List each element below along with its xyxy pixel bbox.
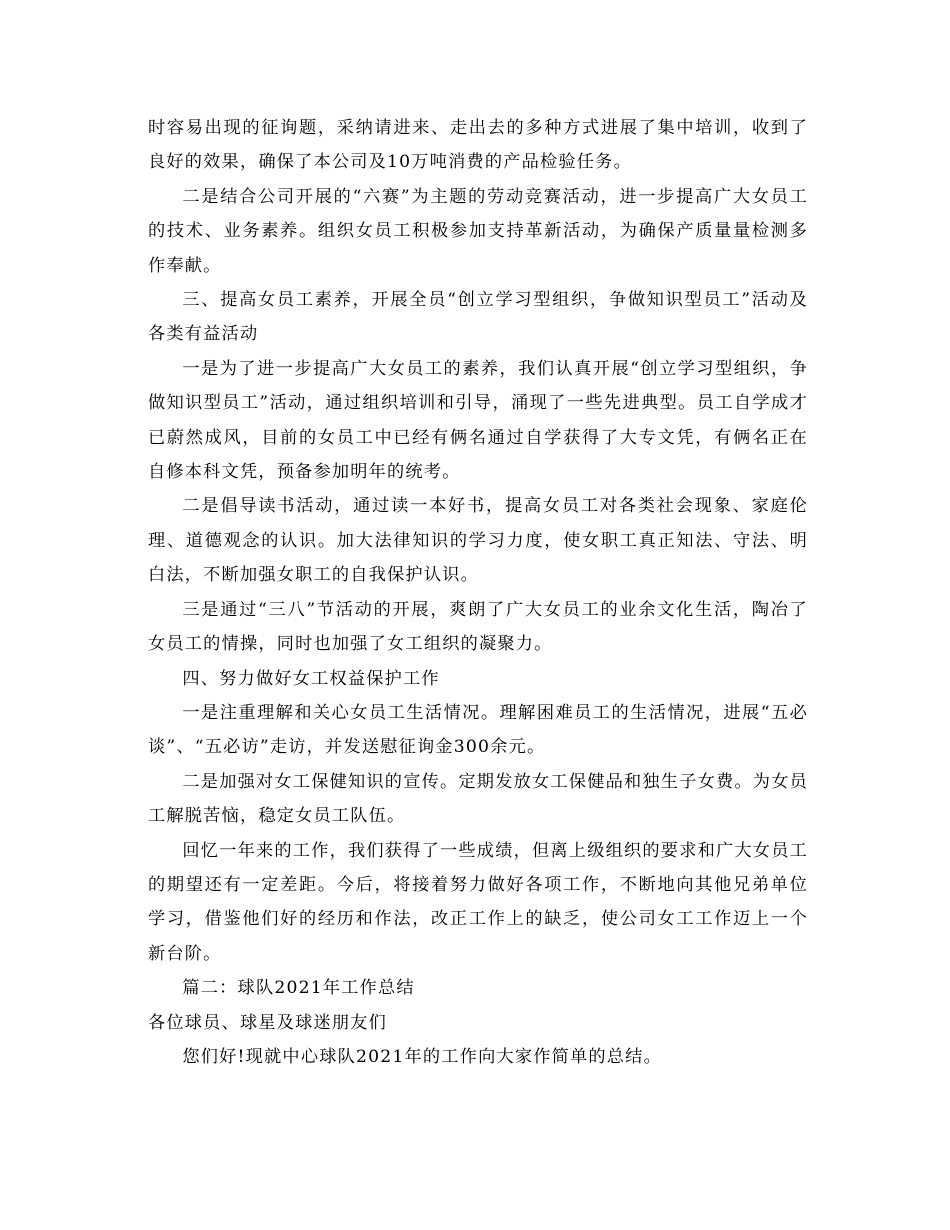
paragraph-continuation: 时容易出现的征询题，采纳请进来、走出去的多种方式进展了集中培训，收到了良好的效果，确保了本公司及10万吨消费的产品检验任务。 (148, 118, 808, 173)
document-body (148, 111, 808, 1074)
paragraph: 三是通过“三八”节活动的开展，爽朗了广大女员工的业余文化生活，陶冶了女员工的情操，同时也加强了女工组织的凝聚力。 (148, 599, 808, 655)
section-heading: 四、努力做好女工权益保护工作 (182, 668, 440, 689)
paragraph: 回忆一年来的工作，我们获得了一些成绩，但离上级组织的要求和广大女员工的期望还有一定差距。今后，将接着努力做好各项工作，不断地向其他兄弟单位学习，借鉴他们好的经历和作法，改正工作上的缺乏，使公司女工工作迈上一个新台阶。 (148, 840, 808, 964)
salutation: 各位球员、球星及球迷朋友们 (148, 1012, 388, 1033)
paragraph: 您们好!现就中心球队2021年的工作向大家作简单的总结。 (182, 1046, 662, 1067)
paragraph: 二是倡导读书活动，通过读一本好书，提高女员工对各类社会现象、家庭伦理、道德观念的认识。加大法律知识的学习力度，使女职工真正知法、守法、明白法，不断加强女职工的自我保护认识。 (148, 496, 808, 586)
paragraph: 二是结合公司开展的“六赛”为主题的劳动竞赛活动，进一步提高广大女员工的技术、业务素养。组织女员工积极参加支持革新活动，为确保产质量量检测多作奉献。 (148, 186, 808, 276)
paragraph: 一是注重理解和关心女员工生活情况。理解困难员工的生活情况，进展“五必谈”、“五必访”走访，并发送慰征询金300余元。 (148, 702, 808, 758)
chapter-title: 篇二：球队2021年工作总结 (182, 978, 415, 999)
paragraph: 一是为了进一步提高广大女员工的素养，我们认真开展“创立学习型组织，争做知识型员工”活动，通过组织培训和引导，涌现了一些先进典型。员工自学成才已蔚然成风，目前的女员工中已经有俩名通过自学获得了大专文凭，有俩名正在自修本科文凭，预备参加明年的统考。 (148, 358, 808, 483)
section-heading: 三、提高女员工素养，开展全员“创立学习型组织，争做知识型员工”活动及各类有益活动 (148, 290, 808, 345)
paragraph: 二是加强对女工保健知识的宣传。定期发放女工保健品和独生子女费。为女员工解脱苦恼，稳定女员工队伍。 (148, 771, 808, 827)
